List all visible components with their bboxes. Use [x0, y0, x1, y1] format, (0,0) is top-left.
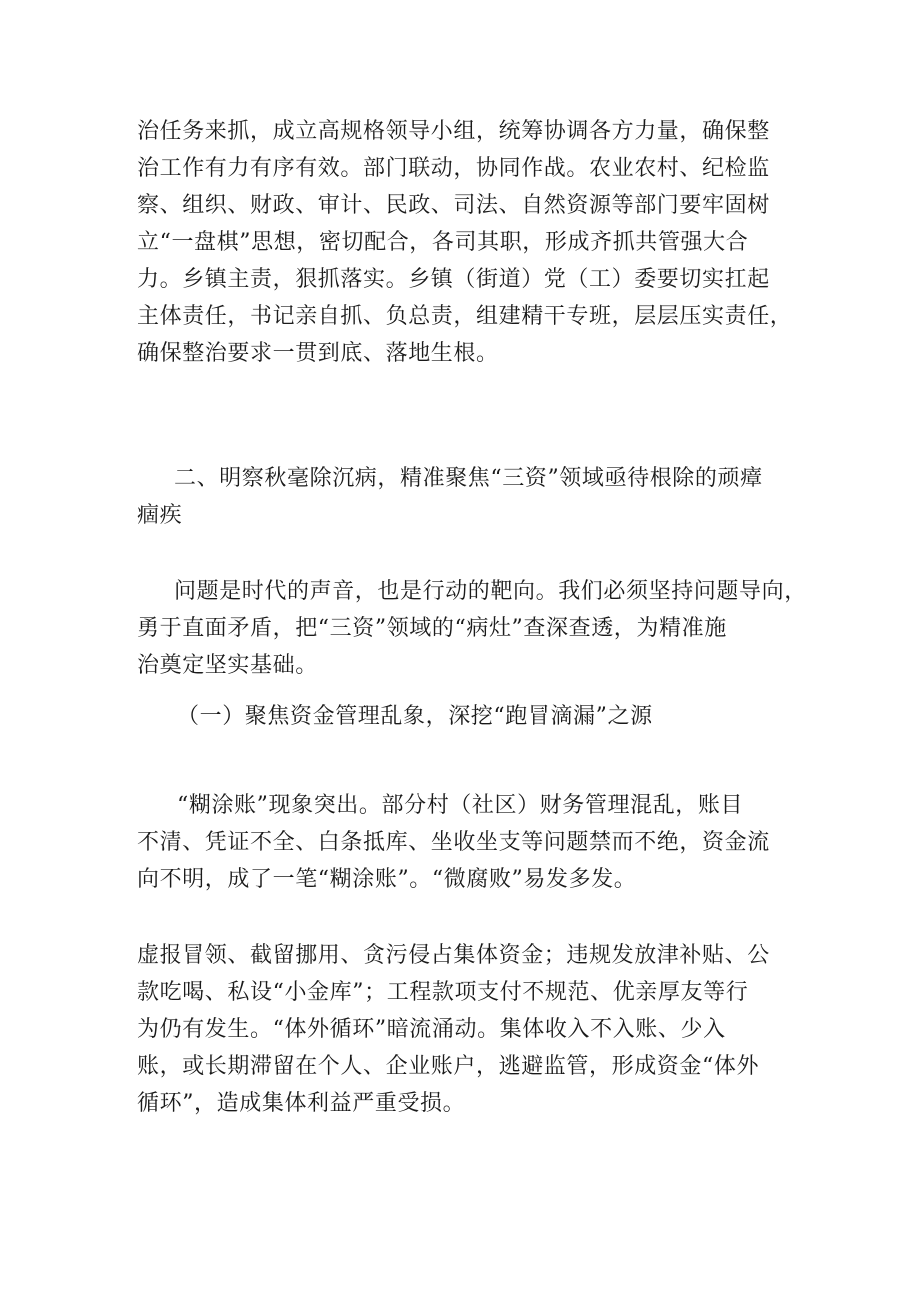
text-line: “糊涂账”现象突出。部分村（社区）财务管理混乱，账目 — [177, 793, 744, 818]
text-line: 为仍有发生。“体外循环”暗流涌动。集体收入不入账、少入 — [137, 1017, 726, 1042]
text-line: 确保整治要求一贯到底、落地生根。 — [137, 341, 499, 366]
paragraph-rectification-leadership — [137, 113, 797, 372]
subheading-funds-management — [177, 698, 837, 735]
heading-line: 痼疾 — [137, 503, 183, 528]
heading-line: （一）聚焦资金管理乱象，深挖“跑冒滴漏”之源 — [177, 704, 653, 729]
paragraph-micro-corruption — [137, 937, 797, 1122]
paragraph-muddled-accounts — [137, 787, 837, 898]
paragraph-problem-orientation — [137, 573, 834, 684]
section-heading-two — [137, 460, 814, 534]
text-line: 问题是时代的声音，也是行动的靶向。我们必须坚持问题导向， — [174, 579, 807, 604]
text-line: 力。乡镇主责，狠抓落实。乡镇（街道）党（工）委要切实扛起 — [137, 267, 770, 292]
text-line: 虚报冒领、截留挪用、贪污侵占集体资金；违规发放津补贴、公 — [137, 943, 770, 968]
text-line: 立“一盘棋”思想，密切配合，各司其职，形成齐抓共管强大合 — [137, 230, 749, 255]
text-line: 账，或长期滞留在个人、企业账户，逃避监管，形成资金“体外 — [137, 1054, 760, 1079]
text-line: 款吃喝、私设“小金库”；工程款项支付不规范、优亲厚友等行 — [137, 980, 749, 1005]
text-line: 不清、凭证不全、白条抵库、坐收坐支等问题禁而不绝，资金流 — [137, 830, 770, 855]
text-line: 治奠定坚实基础。 — [137, 653, 318, 678]
text-line: 向不明，成了一笔“糊涂账”。“微腐败”易发多发。 — [137, 867, 637, 892]
text-line: 察、组织、财政、审计、民政、司法、自然资源等部门要牢固树 — [137, 193, 770, 218]
text-line: 治任务来抓，成立高规格领导小组，统筹协调各方力量，确保整 — [137, 119, 770, 144]
text-line: 勇于直面矛盾，把“三资”领域的“病灶”查深查透，为精准施 — [137, 616, 727, 641]
text-line: 治工作有力有序有效。部门联动，协同作战。农业农村、纪检监 — [137, 156, 770, 181]
text-line: 主体责任，书记亲自抓、负总责，组建精干专班，层层压实责任， — [137, 304, 793, 329]
text-line: 循环”，造成集体利益严重受损。 — [137, 1091, 466, 1116]
heading-line: 二、明察秋毫除沉病，精准聚焦“三资”领域亟待根除的顽瘴 — [174, 466, 763, 491]
